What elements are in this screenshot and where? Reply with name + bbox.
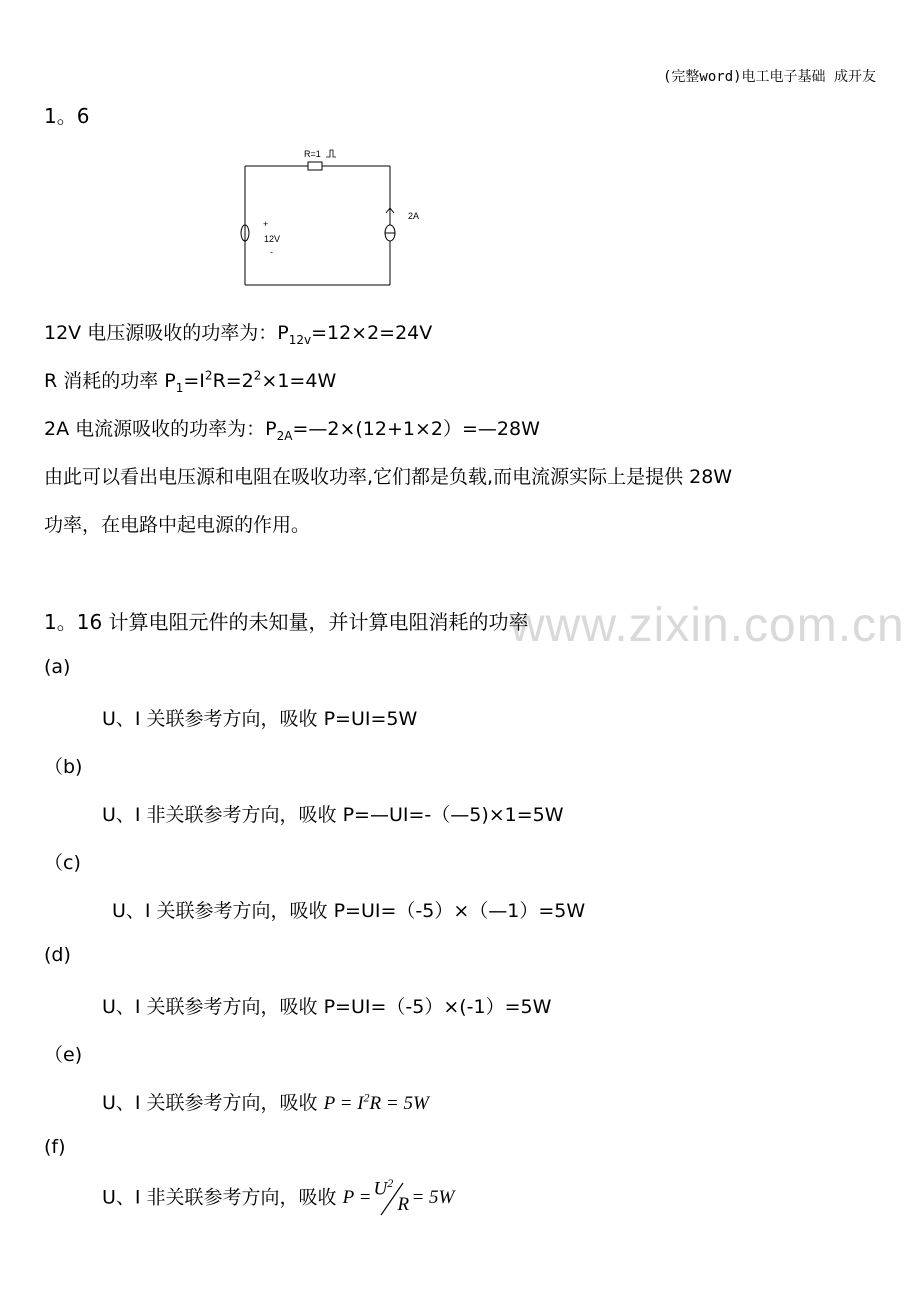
section-title-1-6: 1。6 [44,104,90,128]
text-segment: =12×2=24V [311,322,433,344]
item-text-f [102,1176,455,1216]
item-text-e [102,1088,429,1115]
line-current-source-power [44,414,540,443]
fraction [371,1176,411,1216]
text-segment: U、I 非关联参考方向，吸收 [102,1186,337,1209]
watermark: www.zixin.com.cn [510,599,905,652]
item-label-e: （e) [44,1044,83,1066]
text-segment: 2A 电流源吸收的功率为：P [44,418,277,440]
item-label-a: (a) [44,656,71,678]
voltage-label: 12V [264,234,281,244]
superscript: 2 [204,368,213,383]
item-label-d: (d) [44,944,71,966]
subscript: 1 [175,380,184,395]
subscript: 12v [288,332,312,347]
superscript: 2 [363,1090,370,1105]
text-segment: R 消耗的功率 P [44,370,176,392]
item-label-b: （b) [44,756,83,778]
formula-part: R = 5W [369,1093,429,1114]
line-resistor-power [44,366,336,395]
text-segment: =I [183,370,205,392]
item-label-f: (f) [44,1136,66,1158]
line-voltage-source-power [44,318,432,347]
denominator: R [397,1194,410,1215]
item-text-c: U、I 关联参考方向，吸收 P=UI=（-5）×（—1）=5W [112,900,586,922]
formula-part: P = [342,1187,372,1209]
subscript: 2A [276,428,293,443]
resistor-symbol [308,162,322,170]
circuit-diagram [230,140,420,290]
text-segment: =—2×(12+1×2）=—28W [292,418,540,440]
formula-f [342,1176,455,1215]
item-text-b: U、I 非关联参考方向，吸收 P=—UI=-（—5)×1=5W [102,804,564,826]
current-label: 2A [408,211,420,221]
ohm-glyph-icon [326,150,336,157]
section-title-1-16: 1。16 计算电阻元件的未知量，并计算电阻消耗的功率 [44,610,529,634]
numerator: U [373,1178,388,1200]
item-label-c: （c) [44,852,81,874]
item-text-d: U、I 关联参考方向，吸收 P=UI=（-5）×(-1）=5W [102,996,552,1018]
line-conclusion-2: 功率，在电路中起电源的作用。 [44,514,311,536]
formula-part: = 5W [411,1187,455,1209]
text-segment: R=2 [212,370,254,392]
page-header: (完整word)电工电子基础 成开友 [662,69,876,85]
text-segment: ×1=4W [261,370,337,392]
superscript: 2 [387,1176,394,1190]
minus-sign: - [270,247,273,257]
superscript: 2 [253,368,262,383]
plus-sign: + [263,219,269,229]
formula-e [323,1090,429,1114]
text-segment: U、I 关联参考方向，吸收 [102,1092,318,1114]
line-conclusion-1: 由此可以看出电压源和电阻在吸收功率,它们都是负载,而电流源实际上是提供 28W [44,466,733,488]
formula-part: P = I [323,1093,364,1114]
text-segment: 12V 电压源吸收的功率为：P [44,322,289,344]
resistor-label: R=1 [304,149,321,159]
item-text-a: U、I 关联参考方向，吸收 P=UI=5W [102,708,418,730]
